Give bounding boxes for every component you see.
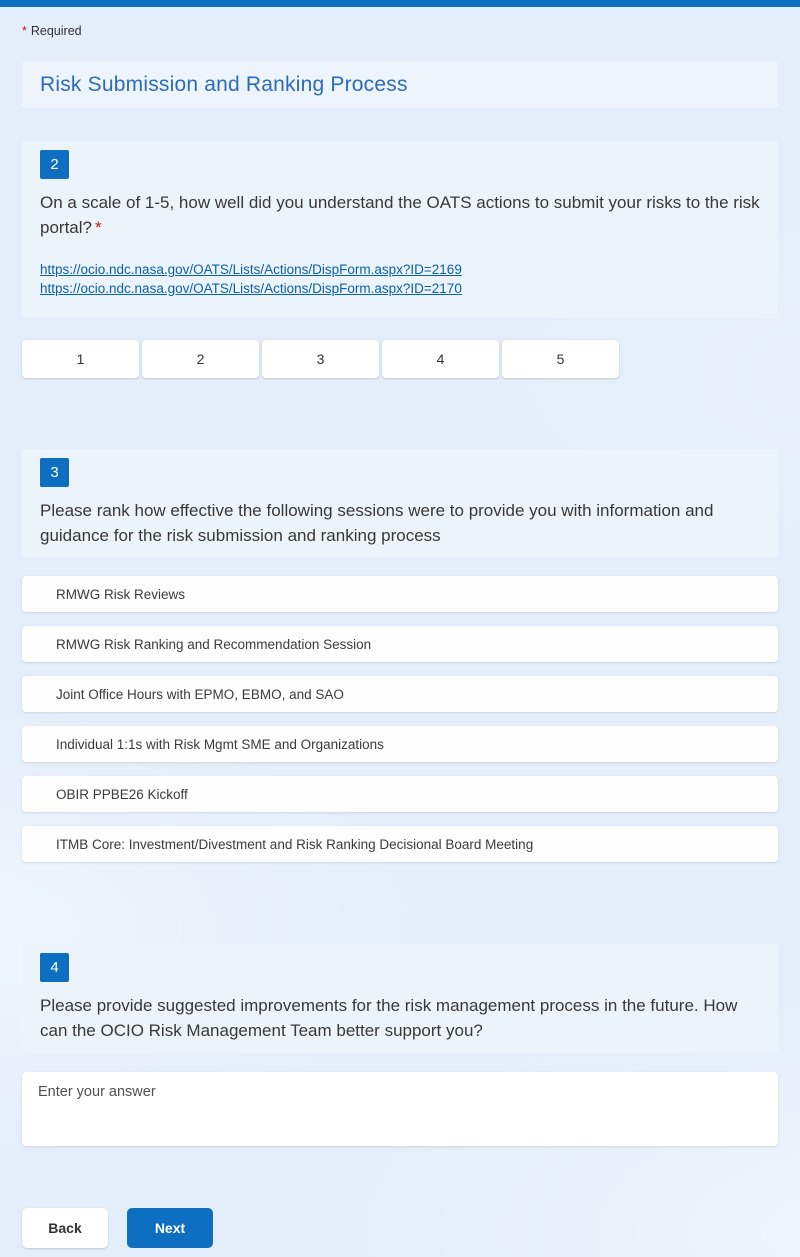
question-4-text: Please provide suggested improvements for the risk management process in the future. How can the OCIO Risk Management Team better support you? [40,996,738,1040]
question-card-3 [22,449,778,558]
form-title-card [22,61,778,108]
question-3-text: Please rank how effective the following sessions were to provide you with information and guidance for the risk submission and ranking process [40,501,714,545]
question-2-links [40,261,760,298]
question-2-text [40,190,760,240]
ranking-list [22,576,778,862]
page-title: Risk Submission and Ranking Process [40,72,408,96]
theme-top-bar [0,0,800,7]
oats-action-link-2[interactable]: https://ocio.ndc.nasa.gov/OATS/Lists/Actions/DispForm.aspx?ID=2170 [40,280,462,296]
ranking-item-joint-office-hours[interactable]: Joint Office Hours with EPMO, EBMO, and SAO [22,676,778,712]
form-page [0,23,800,1248]
required-note [22,23,778,39]
ranking-item-rmwg-risk-reviews[interactable]: RMWG Risk Reviews [22,576,778,612]
back-button[interactable]: Back [22,1208,108,1248]
rating-option-5[interactable]: 5 [502,340,619,378]
rating-option-3[interactable]: 3 [262,340,379,378]
next-button[interactable]: Next [127,1208,213,1248]
question-2-number-badge: 2 [40,150,69,179]
question-card-2 [22,141,778,318]
question-card-4 [22,944,778,1053]
question-2-text-label: On a scale of 1-5, how well did you understand the OATS actions to submit your risks to the risk portal? [40,193,760,237]
ranking-item-obir-ppbe26-kickoff[interactable]: OBIR PPBE26 Kickoff [22,776,778,812]
rating-option-1[interactable]: 1 [22,340,139,378]
oats-action-link-1[interactable]: https://ocio.ndc.nasa.gov/OATS/Lists/Actions/DispForm.aspx?ID=2169 [40,262,462,277]
answer-textarea[interactable] [22,1072,778,1146]
form-navigation [22,1208,778,1248]
answer-area [22,1072,778,1151]
ranking-item-rmwg-ranking-session[interactable]: RMWG Risk Ranking and Recommendation Session [22,626,778,662]
required-note-label: Required [30,24,82,38]
question-2-required-asterisk: * [94,218,102,237]
question-3-number-badge: 3 [40,458,69,487]
rating-scale [22,340,778,378]
ranking-item-individual-1-1s[interactable]: Individual 1:1s with Risk Mgmt SME and Organizations [22,726,778,762]
question-4-number-badge: 4 [40,953,69,982]
required-asterisk: * [22,24,27,38]
rating-option-2[interactable]: 2 [142,340,259,378]
rating-option-4[interactable]: 4 [382,340,499,378]
ranking-item-itmb-core-meeting[interactable]: ITMB Core: Investment/Divestment and Risk Ranking Decisional Board Meeting [22,826,778,862]
